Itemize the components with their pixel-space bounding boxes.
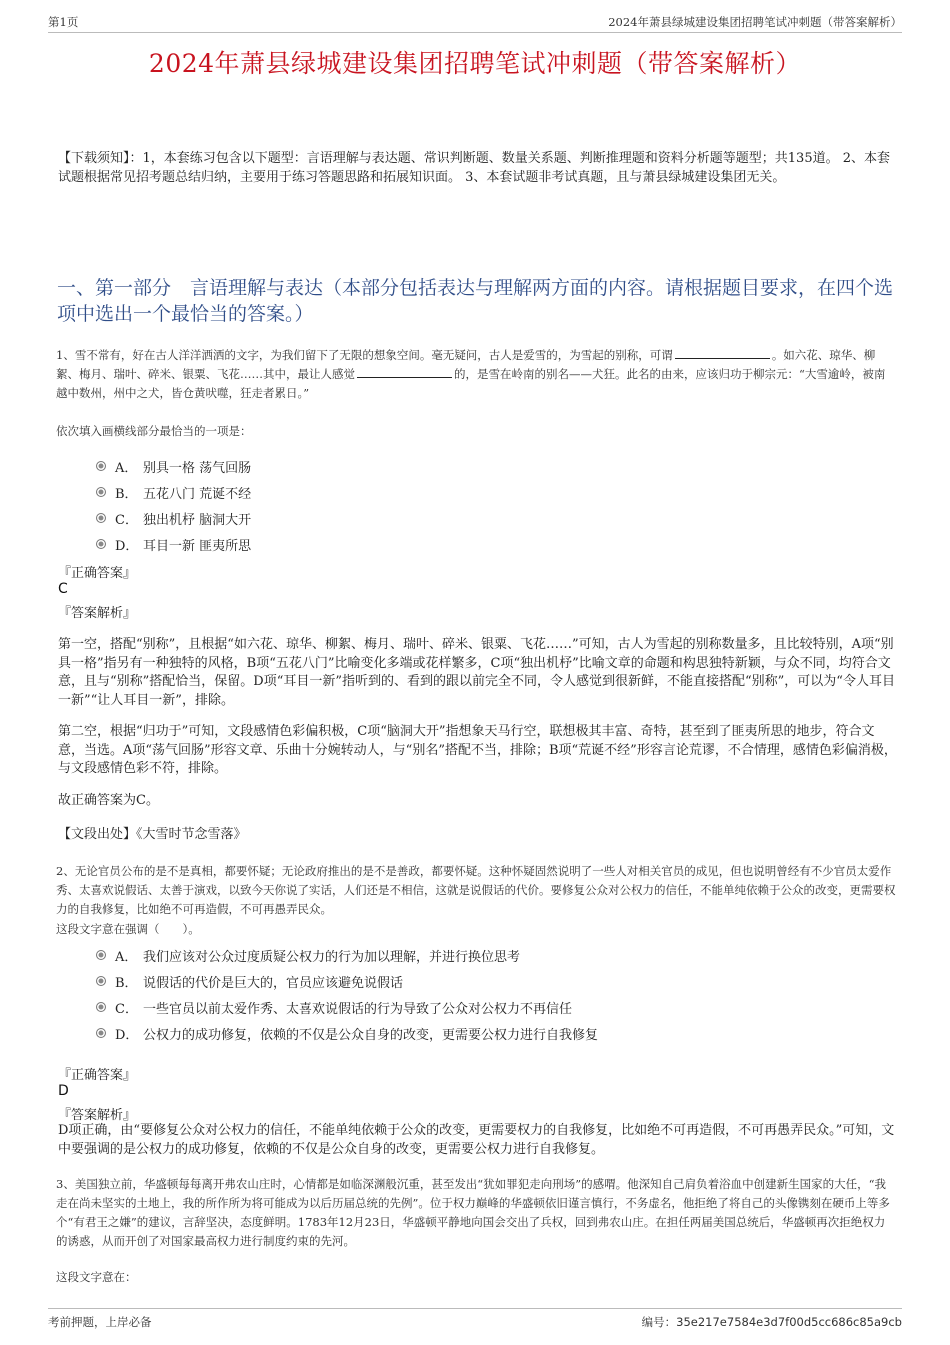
fill-blank-1 [675,347,770,359]
page-header [48,12,902,33]
q2-analysis-label: 『答案解析』 [58,1108,137,1123]
q1-option-a[interactable]: A． 别具一格 荡气回肠 [96,453,251,479]
q1-option-c[interactable]: C． 独出机杼 脑洞大开 [96,505,251,531]
radio-icon[interactable] [96,976,106,986]
question-3-stem: 3、美国独立前，华盛顿每每离开弗农山庄时，心情都是如临深渊般沉重，甚至发出“犹如罪犯走向刑场”的感喟。他深知自己肩负着浴血中创建新生国家的大任，“我走在尚未坚实的土地上，我的所作所为将可能成为以后历届总统的先例”。位于权力巅峰的华盛顿依旧谨言慎行，不务虚名，他拒绝了将自己的头像镌刻在硬币上等多个“有君王之嫌”的建议，言辞坚决，态度鲜明。1783年12月23日，华盛顿平静地向国会交出了兵权，回到弗农山庄。在担任两届美国总统后，华盛顿再次拒绝权力的诱惑，从而开创了对国家最高权力进行制度约束的先河。 [56,1177,890,1248]
q1-option-d[interactable]: D． 耳目一新 匪夷所思 [96,531,251,557]
q2-answer: D [58,1083,69,1099]
question-3-prompt: 这段文字意在： [56,1270,137,1284]
q1-analysis-para-1: 第一空，搭配“别称”，且根据“如六花、琼华、柳絮、梅月、瑞叶、碎米、银粟、飞花……”可知，古人为雪起的别称数量多，且比较特别，A项“别具一格”指另有一种独特的风格，B项“五花八门”比喻变化多端或花样繁多，C项“独出机杼”比喻文章的命题和构思独特新颖，与众不同，均符合文意，且与“别称”搭配恰当，保留。D项“耳目一新”指听到的、看到的跟以前完全不同，令人感觉到很新鲜，不能直接搭配“别称”，可以为“令人耳目一新”“让人耳目一新”，排除。 [58,637,895,708]
radio-icon[interactable] [96,461,106,471]
q1-analysis-label: 『答案解析』 [58,606,137,621]
question-2-prompt: 这段文字意在强调（ ）。 [56,922,200,936]
header-doc-title: 2024年萧县绿城建设集团招聘笔试冲刺题（带答案解析） [608,15,902,29]
question-1-prompt: 依次填入画横线部分最恰当的一项是： [56,424,252,438]
radio-icon[interactable] [96,513,106,523]
q2-option-a[interactable]: A． 我们应该对公众过度质疑公权力的行为加以理解，并进行换位思考 [96,942,598,968]
radio-icon[interactable] [96,539,106,549]
question-2-stem: 2、无论官员公布的是不是真相，都要怀疑；无论政府推出的是不是善政，都要怀疑。这种怀疑固然说明了一些人对相关官员的成见，但也说明曾经有不少官员太爱作秀、太喜欢说假话、太善于演戏，以致今天你说了实话，人们还是不相信，这就是说假话的代价。要修复公众对公权力的信任，不能单纯依赖于公众的改变，更需要权力的自我修复，比如绝不可再造假，不可再愚弄民众。 [56,864,896,916]
page-number: 第1页 [48,15,79,29]
q2-option-b[interactable]: B． 说假话的代价是巨大的，官员应该避免说假话 [96,968,598,994]
footer-slogan: 考前押题，上岸必备 [48,1315,152,1329]
question-1-options [96,453,251,557]
q1-source: 【文段出处】《大雪时节念雪落》 [58,827,247,842]
fill-blank-2 [357,366,452,378]
q2-option-d[interactable]: D． 公权力的成功修复，依赖的不仅是公众自身的改变，更需要公权力进行自我修复 [96,1020,598,1046]
radio-icon[interactable] [96,950,106,960]
question-2-options [96,942,598,1046]
radio-icon[interactable] [96,1002,106,1012]
q2-option-c[interactable]: C． 一些官员以前太爱作秀、太喜欢说假话的行为导致了公众对公权力不再信任 [96,994,598,1020]
radio-icon[interactable] [96,1028,106,1038]
q1-analysis-conclusion: 故正确答案为C。 [58,793,159,808]
footer-code: 编号：35e217e7584e3d7f00d5cc686c85a9cb [641,1315,902,1329]
q2-answer-label: 『正确答案』 [58,1068,137,1083]
section-heading: 一、第一部分 言语理解与表达（本部分包括表达与理解两方面的内容。请根据题目要求，在四个选项中选出一个最恰当的答案。） [57,277,894,325]
q1-answer: C [58,581,68,597]
download-notice: 【下载须知】：1，本套练习包含以下题型：言语理解与表达题、常识判断题、数量关系题、判断推理题和资料分析题等题型；共135道。 2、本套试题根据常见招考题总结归纳，主要用于练习答题思路和拓展知识面。 3、本套试题非考试真题，且与萧县绿城建设集团无关。 [58,151,890,185]
q1-answer-label: 『正确答案』 [58,566,137,581]
q1-option-b[interactable]: B． 五花八门 荒诞不经 [96,479,251,505]
page-footer [48,1308,902,1331]
radio-icon[interactable] [96,487,106,497]
q1-analysis-para-2: 第二空，根据“归功于”可知，文段感情色彩偏积极，C项“脑洞大开”指想象天马行空，联想极其丰富、奇特，甚至到了匪夷所思的地步，符合文意，当选。A项“荡气回肠”形容文章、乐曲十分婉转动人，与“别名”搭配不当，排除；B项“荒诞不经”形容言论荒谬，不合情理，感情色彩偏消极，与文段感情色彩不符，排除。 [58,724,897,776]
question-1-stem: 1、雪不常有，好在古人洋洋洒洒的文字，为我们留下了无限的想象空间。毫无疑问，古人是爱雪的，为雪起的别称，可谓 。如六花、琼华、柳絮、梅月、瑞叶、碎米、银粟、飞花……其中，最让人感觉 的，是雪在岭南的别名——犬狂。此名的由来，应该归功于柳宗元：“大雪逾岭，被南越中数州，州中之犬，皆仓黄吠噬，狂走者累日。” [56,348,886,400]
q2-analysis: D项正确，由“要修复公众对公权力的信任，不能单纯依赖于公众的改变，更需要权力的自我修复，比如绝不可再造假，不可再愚弄民众。”可知，文中要强调的是公权力的成功修复，依赖的不仅是公众自身的改变，更需要公权力进行自我修复。 [58,1123,895,1157]
document-title: 2024年萧县绿城建设集团招聘笔试冲刺题（带答案解析） [148,49,802,78]
